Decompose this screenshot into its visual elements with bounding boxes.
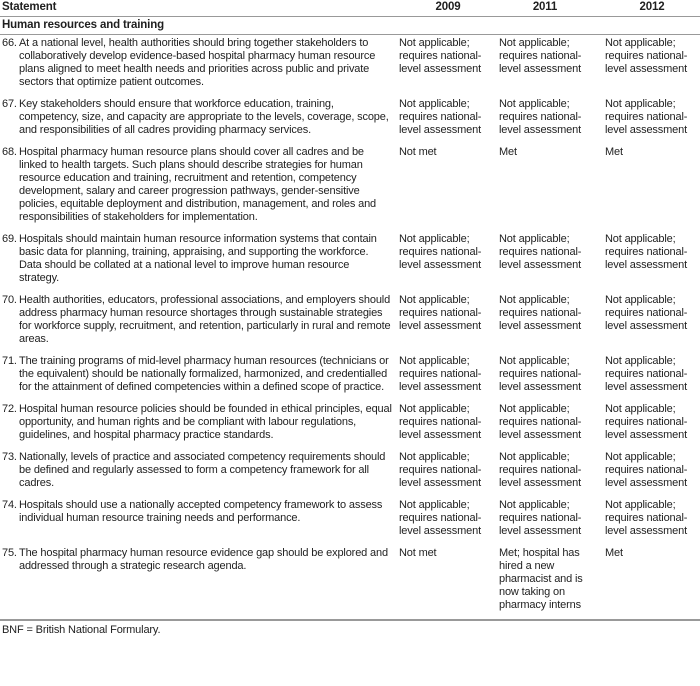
statement-text: Hospitals should maintain human resource information systems that contain basic data for planning, training, appraising, and supporting the workforce. Data should be collated at a national level to improve human resource strategy.	[19, 233, 377, 284]
value-2009: Not met	[399, 146, 437, 158]
value-2011: Not applicable; requires national-level assessment	[499, 499, 582, 537]
statement-cell	[0, 292, 398, 353]
header-row	[0, 0, 700, 17]
col-header-2012: 2012	[604, 0, 700, 17]
value-2009: Not applicable; requires national-level assessment	[399, 451, 482, 489]
statement-number: 70.	[2, 294, 17, 306]
value-2011: Met; hospital has hired a new pharmacist and is now taking on pharmacy interns	[499, 547, 583, 611]
statement-number: 69.	[2, 233, 17, 245]
statement-cell	[0, 144, 398, 231]
statement-text: Health authorities, educators, professional associations, and employers should address pharmacy human resource shortages through sustainable strategies for workforce supply, recruitment, and retention, particularly in rural and remote areas.	[19, 294, 391, 345]
value-2012: Not applicable; requires national-level assessment	[605, 233, 688, 271]
statement-number: 71.	[2, 355, 17, 367]
statement-number: 72.	[2, 403, 17, 415]
col-header-2009: 2009	[398, 0, 498, 17]
value-2011: Not applicable; requires national-level assessment	[499, 98, 582, 136]
statement-number: 66.	[2, 37, 17, 49]
value-2011: Not applicable; requires national-level assessment	[499, 451, 582, 489]
table-row	[0, 353, 700, 401]
value-2012: Not applicable; requires national-level assessment	[605, 403, 688, 441]
value-2009: Not applicable; requires national-level assessment	[399, 499, 482, 537]
statement-text: At a national level, health authorities should bring together stakeholders to collaboratively develop evidence-based hospital pharmacy human resource plans aligned to meet health needs and priorities across public and private sectors that optimize patient outcomes.	[19, 37, 376, 88]
statement-cell	[0, 35, 398, 97]
value-2012: Not applicable; requires national-level assessment	[605, 499, 688, 537]
col-header-statement: Statement	[0, 0, 398, 17]
value-2012: Not applicable; requires national-level assessment	[605, 451, 688, 489]
section-header-row	[0, 17, 700, 35]
statement-number: 75.	[2, 547, 17, 559]
value-2009: Not applicable; requires national-level assessment	[399, 98, 482, 136]
table-row	[0, 449, 700, 497]
statement-text: Key stakeholders should ensure that workforce education, training, competency, size, and capacity are appropriate to the levels, coverage, scope, and responsibilities of all cadres providing pharmacy services.	[19, 98, 389, 136]
value-2009: Not applicable; requires national-level assessment	[399, 294, 482, 332]
value-2009: Not applicable; requires national-level assessment	[399, 37, 482, 75]
value-2012: Not applicable; requires national-level assessment	[605, 98, 688, 136]
statement-text: Nationally, levels of practice and associated competency requirements should be defined and regularly assessed to form a competency framework for all cadres.	[19, 451, 386, 489]
value-2012: Not applicable; requires national-level assessment	[605, 37, 688, 75]
statement-cell	[0, 449, 398, 497]
statement-cell	[0, 96, 398, 144]
value-2011: Not applicable; requires national-level assessment	[499, 37, 582, 75]
statement-number: 73.	[2, 451, 17, 463]
value-2012: Not applicable; requires national-level assessment	[605, 355, 688, 393]
statement-number: 74.	[2, 499, 17, 511]
statement-text: Hospital pharmacy human resource plans should cover all cadres and be linked to health targets. Such plans should describe strategies for human resource education and training, recruitment and retention, competency development, salary and career progression pathways, gender-sensitive policies, equitable deployment and distribution, management, and roles and responsibilities of stakeholders for implementation.	[19, 146, 377, 223]
value-2009: Not applicable; requires national-level assessment	[399, 403, 482, 441]
statement-number: 67.	[2, 98, 17, 110]
table-row	[0, 401, 700, 449]
value-2011: Not applicable; requires national-level assessment	[499, 233, 582, 271]
table-row	[0, 292, 700, 353]
value-2012: Met	[605, 146, 623, 158]
value-2011: Not applicable; requires national-level assessment	[499, 403, 582, 441]
value-2011: Not applicable; requires national-level assessment	[499, 355, 582, 393]
table-row	[0, 545, 700, 619]
table-row	[0, 231, 700, 292]
statement-cell	[0, 231, 398, 292]
statement-cell	[0, 497, 398, 545]
statement-number: 68.	[2, 146, 17, 158]
table-row	[0, 497, 700, 545]
statement-cell	[0, 545, 398, 619]
value-2011: Not applicable; requires national-level assessment	[499, 294, 582, 332]
table-row	[0, 144, 700, 231]
value-2011: Met	[499, 146, 517, 158]
statement-text: The hospital pharmacy human resource evidence gap should be explored and addressed through a strategic research agenda.	[19, 547, 388, 572]
col-header-2011: 2011	[498, 0, 604, 17]
table-row	[0, 96, 700, 144]
value-2009: Not applicable; requires national-level assessment	[399, 233, 482, 271]
statement-cell	[0, 353, 398, 401]
table-row	[0, 35, 700, 97]
value-2012: Met	[605, 547, 623, 559]
value-2009: Not met	[399, 547, 437, 559]
statement-text: Hospital human resource policies should be founded in ethical principles, equal opportunity, and human rights and be compliant with labour regulations, guidelines, and hospital pharmacy practice standards.	[19, 403, 392, 441]
statement-text: The training programs of mid-level pharmacy human resources (technicians or the equivalent) should be nationally formalized, harmonized, and credentialled for the attainment of defined competencies within a defined scope of practice.	[19, 355, 389, 393]
footnote: BNF = British National Formulary.	[0, 619, 700, 637]
value-2009: Not applicable; requires national-level assessment	[399, 355, 482, 393]
statement-cell	[0, 401, 398, 449]
section-title: Human resources and training	[0, 17, 700, 35]
value-2012: Not applicable; requires national-level assessment	[605, 294, 688, 332]
statement-text: Hospitals should use a nationally accepted competency framework to assess individual human resource training needs and performance.	[19, 499, 383, 524]
